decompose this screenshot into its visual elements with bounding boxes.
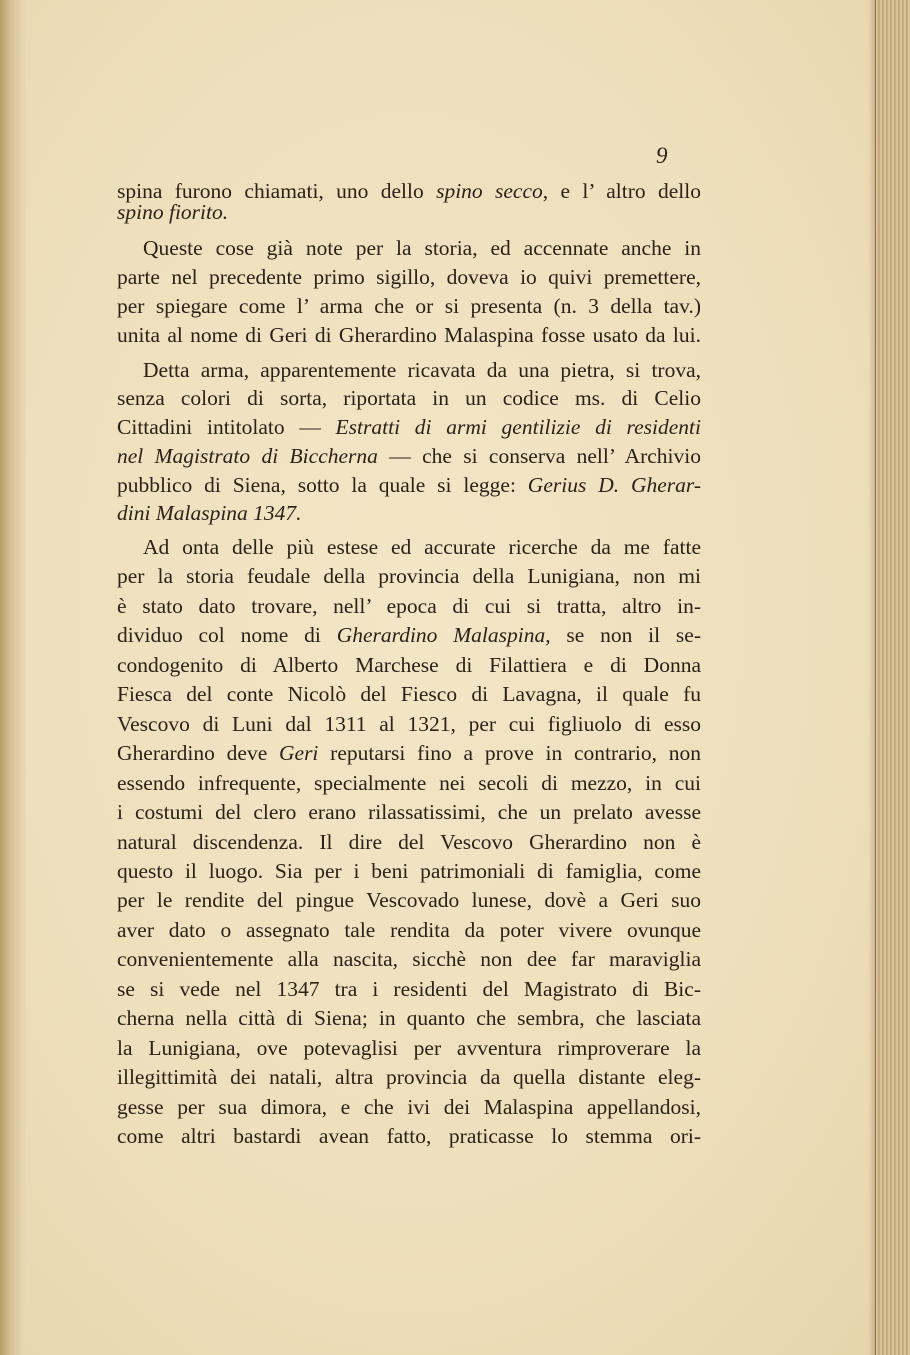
text-run: senza colori di sorta, riportata in un codice ms. di Celio	[117, 386, 701, 410]
text-run: gesse per sua dimora, e che ivi dei Malaspina appellandosi,	[117, 1094, 701, 1119]
text-run: illegittimità dei natali, altra provincia da quella distante eleg-	[117, 1065, 701, 1090]
text-line	[117, 858, 701, 884]
text-run: , e l’ altro dello	[542, 179, 701, 203]
text-run: natural discendenza. Il dire del Vescovo Gherardino non è	[117, 829, 701, 854]
text-run: pubblico di Siena, sotto la quale si legge:	[117, 473, 528, 497]
text-line	[117, 770, 701, 796]
text-line	[117, 1094, 701, 1120]
text-run: se si vede nel 1347 tra i residenti del Magistrato di Bic-	[117, 976, 701, 1001]
text-line	[117, 681, 701, 707]
text-run: la Lunigiana, ove potevaglisi per avventura rimproverare la	[117, 1035, 701, 1060]
text-line	[117, 917, 701, 943]
text-run: spina furono chiamati, uno dello	[117, 179, 437, 203]
text-line	[117, 593, 701, 619]
italic-text: Gerius D. Gherar-	[527, 473, 701, 497]
text-line	[117, 357, 701, 383]
text-line	[117, 829, 701, 855]
text-run: Fiesca del conte Nicolò del Fiesco di Lavagna, il quale fu	[117, 682, 701, 707]
text-run: Cittadini intitolato —	[117, 415, 336, 439]
italic-text: Estratti di armi gentilizie di residenti	[335, 415, 701, 439]
text-run: reputarsi fino a prove in contrario, non	[318, 741, 701, 766]
text-line	[117, 1005, 701, 1031]
text-run: condogenito di Alberto Marchese di Filattiera e di Donna	[117, 652, 701, 677]
text-line	[117, 1123, 701, 1149]
text-line	[117, 652, 701, 678]
text-line	[117, 711, 701, 737]
text-run: questo il luogo. Sia per i beni patrimoniali di famiglia, come	[117, 858, 701, 883]
text-line	[117, 976, 701, 1002]
text-line	[117, 946, 701, 972]
text-run: i costumi del clero erano rilassatissimi, che un prelato avesse	[117, 800, 701, 825]
text-run: Ad onta delle più estese ed accurate ricerche da me fatte	[143, 535, 701, 559]
text-line	[117, 500, 701, 526]
italic-text: spino secco	[436, 179, 543, 203]
italic-text: dini Malaspina 1347.	[117, 501, 302, 525]
text-run: — che si conserva nell’ Archivio	[377, 444, 702, 468]
text-line	[117, 534, 701, 560]
text-line	[117, 385, 701, 411]
text-line	[117, 1064, 701, 1090]
text-line	[117, 293, 701, 319]
text-line	[117, 799, 701, 825]
text-run: è stato dato trovare, nell’ epoca di cui si tratta, altro in-	[117, 593, 701, 618]
text-run: essendo infrequente, specialmente nei secoli di mezzo, in cui	[117, 770, 701, 795]
text-line	[117, 622, 701, 648]
text-line	[117, 887, 701, 913]
text-run: convenientemente alla nascita, sicchè non dee far maraviglia	[117, 947, 701, 972]
text-run: cherna nella città di Siena; in quanto che sembra, che lasciata	[117, 1006, 701, 1031]
page-number: 9	[656, 143, 668, 168]
text-line	[117, 740, 701, 766]
text-line	[117, 414, 701, 440]
text-line	[117, 472, 701, 498]
text-run: per spiegare come l’ arma che or si presenta (n. 3 della tav.)	[117, 294, 701, 318]
text-run: aver dato o assegnato tale rendita da poter vivere ovunque	[117, 917, 701, 942]
text-line	[117, 1035, 701, 1061]
binding-gutter	[0, 0, 26, 1355]
page-stack-edge	[875, 0, 910, 1355]
text-run: dividuo col nome di	[117, 623, 337, 648]
text-run: per la storia feudale della provincia della Lunigiana, non mi	[117, 564, 701, 589]
text-line	[117, 443, 701, 469]
italic-text: spino fiorito.	[117, 200, 229, 224]
text-run: parte nel precedente primo sigillo, doveva io quivi premettere,	[117, 265, 701, 289]
text-run: come altri bastardi avean fatto, praticasse lo stemma ori-	[117, 1124, 701, 1148]
italic-text: Geri	[279, 741, 319, 766]
italic-text: Gherardino Malaspina	[336, 623, 546, 648]
text-line	[117, 235, 701, 261]
text-run: Detta arma, apparentemente ricavata da una pietra, si trova,	[143, 358, 701, 382]
text-run: Vescovo di Luni dal 1311 al 1321, per cui figliuolo di esso	[117, 711, 701, 736]
text-line	[117, 322, 701, 348]
text-line	[117, 563, 701, 589]
italic-text: nel Magistrato di Biccherna	[117, 444, 378, 468]
text-line	[117, 199, 701, 225]
text-line	[117, 264, 701, 290]
text-run: , se non il se-	[545, 623, 702, 648]
text-run: Gherardino deve	[117, 741, 279, 766]
text-run: per le rendite del pingue Vescovado lunese, dovè a Geri suo	[117, 888, 701, 913]
text-run: unita al nome di Geri di Gherardino Malaspina fosse usato da lui.	[117, 323, 701, 347]
text-run: Queste cose già note per la storia, ed accennate anche in	[143, 236, 701, 260]
